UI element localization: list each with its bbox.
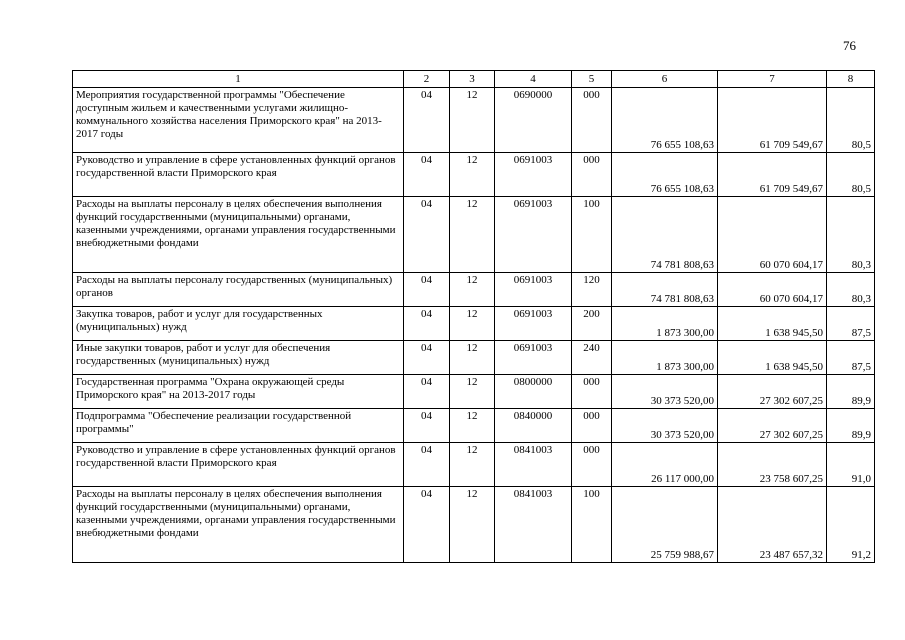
row-name: Расходы на выплаты персоналу государственных (муниципальных) органов <box>73 273 404 307</box>
table-row <box>73 197 875 273</box>
row-planned-amount: 1 873 300,00 <box>612 307 718 341</box>
table-row <box>73 153 875 197</box>
table-row <box>73 409 875 443</box>
budget-table <box>72 70 875 563</box>
row-name: Расходы на выплаты персоналу в целях обеспечения выполнения функций государственными (муниципальными) органами, казенными учреждениями, органами управления государственными внебюджетными фондами <box>73 487 404 563</box>
table-row <box>73 375 875 409</box>
table-row <box>73 88 875 153</box>
row-percent: 87,5 <box>827 341 875 375</box>
row-code-expense-type: 000 <box>572 409 612 443</box>
row-code-expense-type: 200 <box>572 307 612 341</box>
row-code-expense-type: 000 <box>572 153 612 197</box>
row-code-target: 0840000 <box>495 409 572 443</box>
table-row <box>73 341 875 375</box>
row-planned-amount: 25 759 988,67 <box>612 487 718 563</box>
column-header: 7 <box>718 71 827 88</box>
row-code-target: 0841003 <box>495 487 572 563</box>
row-percent: 91,0 <box>827 443 875 487</box>
row-code-subsection: 12 <box>450 487 495 563</box>
row-name: Закупка товаров, работ и услуг для государственных (муниципальных) нужд <box>73 307 404 341</box>
row-name: Расходы на выплаты персоналу в целях обеспечения выполнения функций государственными (муниципальными) органами, казенными учреждениями, органами управления государственными внебюджетными фондами <box>73 197 404 273</box>
row-actual-amount: 60 070 604,17 <box>718 197 827 273</box>
row-code-expense-type: 240 <box>572 341 612 375</box>
row-code-section: 04 <box>404 153 450 197</box>
row-code-expense-type: 120 <box>572 273 612 307</box>
row-code-expense-type: 000 <box>572 443 612 487</box>
row-code-expense-type: 100 <box>572 197 612 273</box>
row-percent: 89,9 <box>827 409 875 443</box>
column-header: 6 <box>612 71 718 88</box>
row-name: Руководство и управление в сфере установленных функций органов государственной власти Приморского края <box>73 153 404 197</box>
row-actual-amount: 1 638 945,50 <box>718 307 827 341</box>
row-actual-amount: 23 758 607,25 <box>718 443 827 487</box>
row-code-target: 0690000 <box>495 88 572 153</box>
row-code-section: 04 <box>404 273 450 307</box>
row-code-section: 04 <box>404 197 450 273</box>
row-code-subsection: 12 <box>450 153 495 197</box>
row-code-section: 04 <box>404 307 450 341</box>
column-header: 4 <box>495 71 572 88</box>
row-percent: 89,9 <box>827 375 875 409</box>
row-code-section: 04 <box>404 341 450 375</box>
row-percent: 80,3 <box>827 197 875 273</box>
row-code-subsection: 12 <box>450 409 495 443</box>
row-code-target: 0691003 <box>495 153 572 197</box>
row-code-target: 0691003 <box>495 273 572 307</box>
row-name: Иные закупки товаров, работ и услуг для обеспечения государственных (муниципальных) нужд <box>73 341 404 375</box>
row-planned-amount: 76 655 108,63 <box>612 153 718 197</box>
row-code-target: 0800000 <box>495 375 572 409</box>
row-actual-amount: 60 070 604,17 <box>718 273 827 307</box>
row-code-expense-type: 000 <box>572 375 612 409</box>
row-name: Подпрограмма "Обеспечение реализации государственной программы" <box>73 409 404 443</box>
row-percent: 87,5 <box>827 307 875 341</box>
row-code-target: 0691003 <box>495 307 572 341</box>
row-percent: 91,2 <box>827 487 875 563</box>
column-header: 1 <box>73 71 404 88</box>
row-actual-amount: 27 302 607,25 <box>718 375 827 409</box>
row-code-target: 0691003 <box>495 197 572 273</box>
row-code-subsection: 12 <box>450 307 495 341</box>
row-name: Руководство и управление в сфере установленных функций органов государственной власти Приморского края <box>73 443 404 487</box>
row-planned-amount: 74 781 808,63 <box>612 273 718 307</box>
row-planned-amount: 74 781 808,63 <box>612 197 718 273</box>
page-number: 76 <box>843 38 856 53</box>
column-header: 3 <box>450 71 495 88</box>
row-code-section: 04 <box>404 375 450 409</box>
row-code-section: 04 <box>404 88 450 153</box>
row-actual-amount: 61 709 549,67 <box>718 153 827 197</box>
row-planned-amount: 26 117 000,00 <box>612 443 718 487</box>
row-code-subsection: 12 <box>450 443 495 487</box>
row-code-subsection: 12 <box>450 88 495 153</box>
row-code-section: 04 <box>404 443 450 487</box>
table-header-row <box>73 71 875 88</box>
row-code-section: 04 <box>404 487 450 563</box>
row-planned-amount: 76 655 108,63 <box>612 88 718 153</box>
table-row <box>73 273 875 307</box>
table-row <box>73 307 875 341</box>
row-actual-amount: 61 709 549,67 <box>718 88 827 153</box>
row-code-subsection: 12 <box>450 197 495 273</box>
row-code-section: 04 <box>404 409 450 443</box>
row-code-subsection: 12 <box>450 273 495 307</box>
row-percent: 80,5 <box>827 88 875 153</box>
row-name: Государственная программа "Охрана окружающей среды Приморского края" на 2013-2017 годы <box>73 375 404 409</box>
column-header: 8 <box>827 71 875 88</box>
row-actual-amount: 27 302 607,25 <box>718 409 827 443</box>
row-code-target: 0841003 <box>495 443 572 487</box>
table-row <box>73 443 875 487</box>
table-row <box>73 487 875 563</box>
row-code-subsection: 12 <box>450 375 495 409</box>
row-code-expense-type: 000 <box>572 88 612 153</box>
column-header: 2 <box>404 71 450 88</box>
row-percent: 80,5 <box>827 153 875 197</box>
row-planned-amount: 30 373 520,00 <box>612 409 718 443</box>
row-code-expense-type: 100 <box>572 487 612 563</box>
row-actual-amount: 23 487 657,32 <box>718 487 827 563</box>
row-planned-amount: 1 873 300,00 <box>612 341 718 375</box>
row-actual-amount: 1 638 945,50 <box>718 341 827 375</box>
row-planned-amount: 30 373 520,00 <box>612 375 718 409</box>
column-header: 5 <box>572 71 612 88</box>
row-code-subsection: 12 <box>450 341 495 375</box>
row-percent: 80,3 <box>827 273 875 307</box>
row-name: Мероприятия государственной программы "Обеспечение доступным жильем и качественными услугами жилищно-коммунального хозяйства населения Приморского края" на 2013-2017 годы <box>73 88 404 153</box>
row-code-target: 0691003 <box>495 341 572 375</box>
